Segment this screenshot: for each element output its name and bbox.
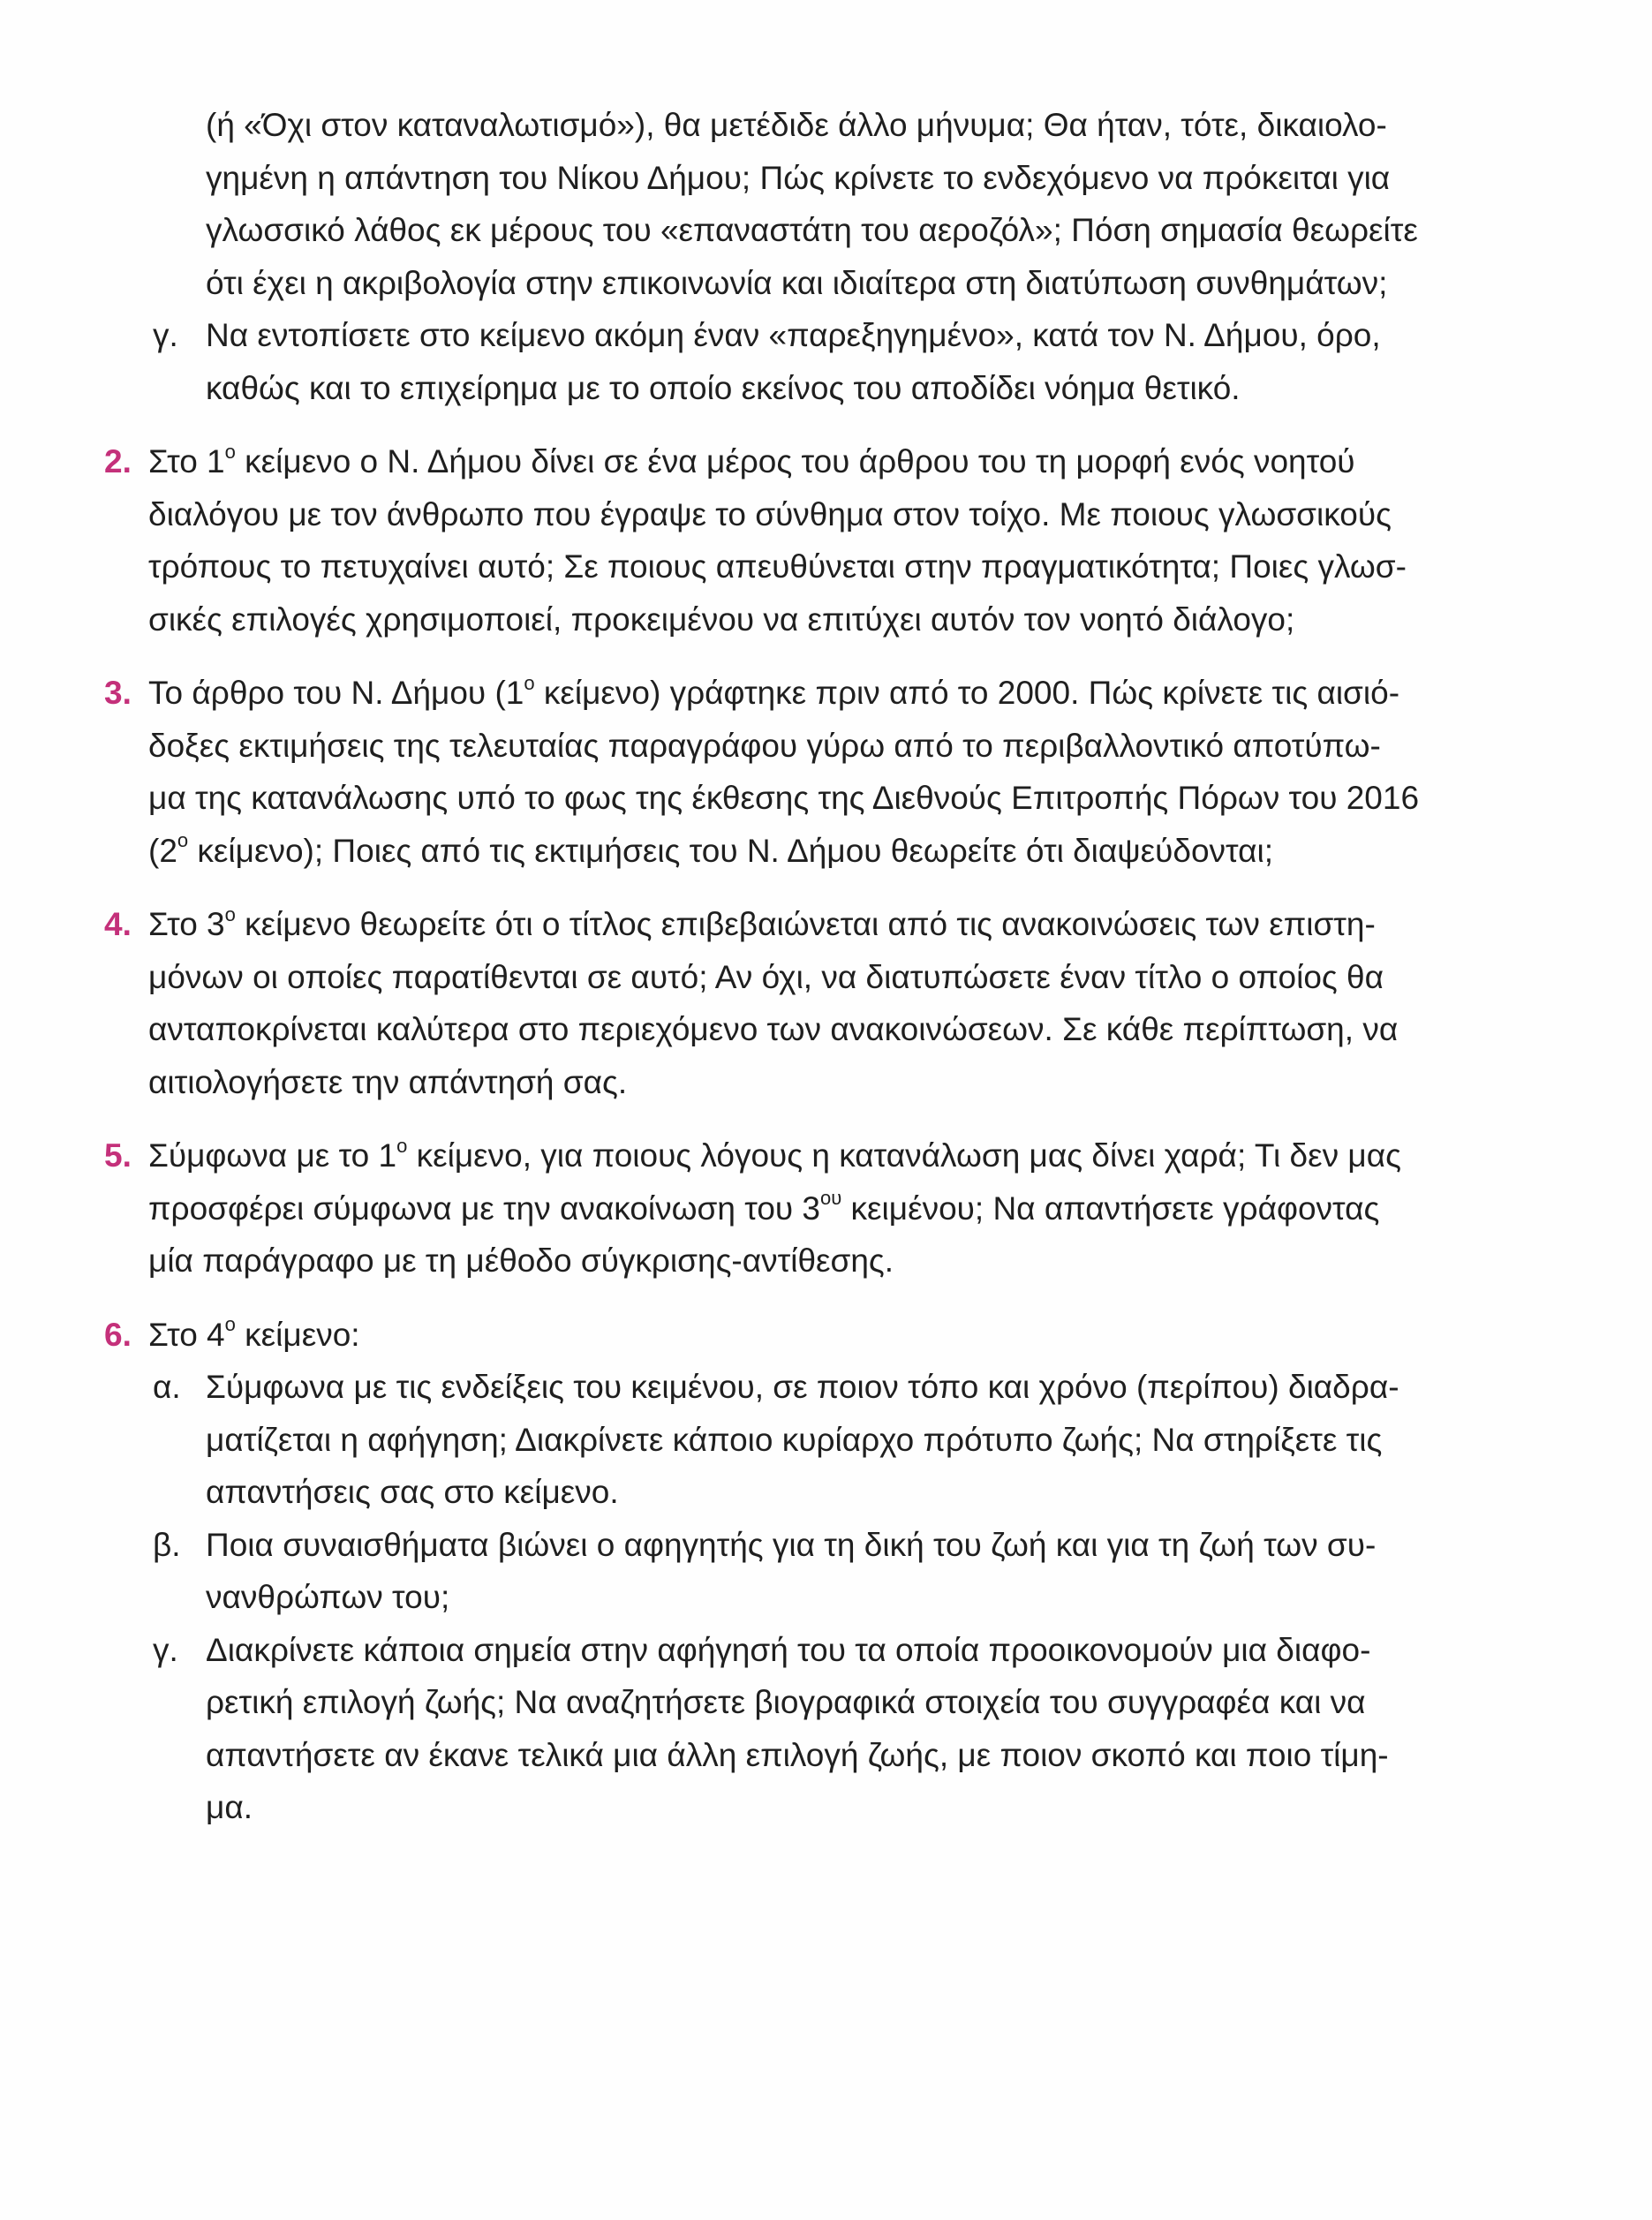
text-line: Στο $1^o$ κείμενο ο Ν. Δήμου δίνει σε ένα μέρος του άρθρου του τη μορφή ενός νοητού <box>148 440 1355 479</box>
text-line: νανθρώπων του; <box>206 1579 450 1615</box>
question-6-sub-a <box>104 1361 1517 1519</box>
question-3 <box>104 667 1517 877</box>
question-number: 4. <box>104 906 132 942</box>
sub-label: β. <box>153 1526 181 1563</box>
text-line: ότι έχει η ακριβολογία στην επικοινωνία και ιδιαίτερα στη διατύπωση συνθημάτων; <box>206 264 1388 301</box>
text-line: Σύμφωνα με το $1^o$ κείμενο, για ποιους λόγους η κατανάλωση μας δίνει χαρά; Τι δεν μας <box>148 1134 1401 1174</box>
text-line: απαντήσετε αν έκανε τελικά μια άλλη επιλογή ζωής, με ποιον σκοπό και ποιο τίμη- <box>206 1736 1389 1773</box>
text-line: ($2^o$ κείμενο); Ποιες από τις εκτιμήσεις του Ν. Δήμου θεωρείτε ότι διαψεύδονται; <box>148 829 1274 869</box>
question-2 <box>104 435 1517 646</box>
text-line: ματίζεται η αφήγηση; Διακρίνετε κάποιο κυρίαρχο πρότυπο ζωής; Να στηρίξετε τις <box>206 1421 1383 1458</box>
question-6-head <box>104 1309 1517 1362</box>
text-line: προσφέρει σύμφωνα με την ανακοίνωση του $3^{o\upsilon}$ κειμένου; Να απαντήσετε γράφοντας <box>148 1187 1380 1227</box>
text-line: δοξες εκτιμήσεις της τελευταίας παραγράφου γύρω από το περιβαλλοντικό αποτύπω- <box>148 727 1381 764</box>
question-list <box>104 99 1517 1855</box>
text-line: απαντήσεις σας στο κείμενο. <box>206 1474 619 1510</box>
question-1-sub-g <box>104 309 1517 414</box>
text-line: Σύμφωνα με τις ενδείξεις του κειμένου, σε ποιον τόπο και χρόνο (περίπου) διαδρα- <box>206 1369 1399 1405</box>
text-line: γημένη η απάντηση του Νίκου Δήμου; Πώς κρίνετε το ενδεχόμενο να πρόκειται για <box>206 159 1391 196</box>
question-number: 5. <box>104 1137 132 1174</box>
text-line: τρόπους το πετυχαίνει αυτό; Σε ποιους απευθύνεται στην πραγματικότητα; Ποιες γλωσ- <box>148 548 1407 585</box>
text-line: σικές επιλογές χρησιμοποιεί, προκειμένου να επιτύχει αυτόν τον νοητό διάλογο; <box>148 600 1295 638</box>
text-line: αιτιολογήσετε την απάντησή σας. <box>148 1063 628 1100</box>
sub-label: γ. <box>153 317 178 353</box>
text-line: καθώς και το επιχείρημα με το οποίο εκείνος του αποδίδει νόημα θετικό. <box>206 369 1241 406</box>
text-line: Στο $3^o$ κείμενο θεωρείτε ότι ο τίτλος επιβεβαιώνεται από τις ανακοινώσεις των επιστη- <box>148 902 1376 942</box>
sub-label: γ. <box>153 1631 178 1668</box>
question-number: 2. <box>104 443 132 479</box>
text-line: γλωσσικό λάθος εκ μέρους του «επαναστάτη του αεροζόλ»; Πόση σημασία θεωρείτε <box>206 212 1418 248</box>
text-line: ανταποκρίνεται καλύτερα στο περιεχόμενο των ανακοινώσεων. Σε κάθε περίπτωση, να <box>148 1011 1399 1047</box>
sub-label: α. <box>153 1369 181 1405</box>
question-6-sub-g <box>104 1624 1517 1834</box>
text-line: μα. <box>206 1789 253 1825</box>
text-line: μόνων οι οποίες παρατίθενται σε αυτό; Αν όχι, να διατυπώσετε έναν τίτλο ο οποίος θα <box>148 958 1384 995</box>
text-line: Διακρίνετε κάποια σημεία στην αφήγησή του τα οποία προοικονομούν μια διαφο- <box>206 1631 1371 1668</box>
text-line: (ή «Όχι στον καταναλωτισμό»), θα μετέδιδε άλλο μήνυμα; Θα ήταν, τότε, δικαιολο- <box>206 107 1387 143</box>
text-line: Το άρθρο του Ν. Δήμου ($1^o$ κείμενο) γράφτηκε πριν από το 2000. Πώς κρίνετε τις αισιό- <box>148 671 1400 711</box>
question-1-body <box>104 99 1517 309</box>
question-5 <box>104 1129 1517 1287</box>
text-line: διαλόγου με τον άνθρωπο που έγραψε το σύνθημα στον τοίχο. Με ποιους γλωσσικούς <box>148 495 1392 532</box>
text-line: ρετική επιλογή ζωής; Να αναζητήσετε βιογραφικά στοιχεία του συγγραφέα και να <box>206 1684 1366 1720</box>
question-number: 3. <box>104 675 132 711</box>
text-line: Ποια συναισθήματα βιώνει ο αφηγητής για τη δική του ζωή και για τη ζωή των συ- <box>206 1526 1377 1563</box>
text-line: μία παράγραφο με τη μέθοδο σύγκρισης-αντίθεσης. <box>148 1242 894 1279</box>
question-1-continuation <box>104 99 1517 414</box>
question-4 <box>104 898 1517 1108</box>
question-6-sub-b <box>104 1519 1517 1624</box>
text-line: Στο $4^o$ κείμενο: <box>148 1313 360 1353</box>
question-6 <box>104 1309 1517 1834</box>
question-number: 6. <box>104 1316 132 1353</box>
text-line: μα της κατανάλωσης υπό το φως της έκθεσης της Διεθνούς Επιτροπής Πόρων του 2016 <box>148 780 1420 816</box>
text-line: Να εντοπίσετε στο κείμενο ακόμη έναν «παρεξηγημένο», κατά τον Ν. Δήμου, όρο, <box>206 317 1381 353</box>
